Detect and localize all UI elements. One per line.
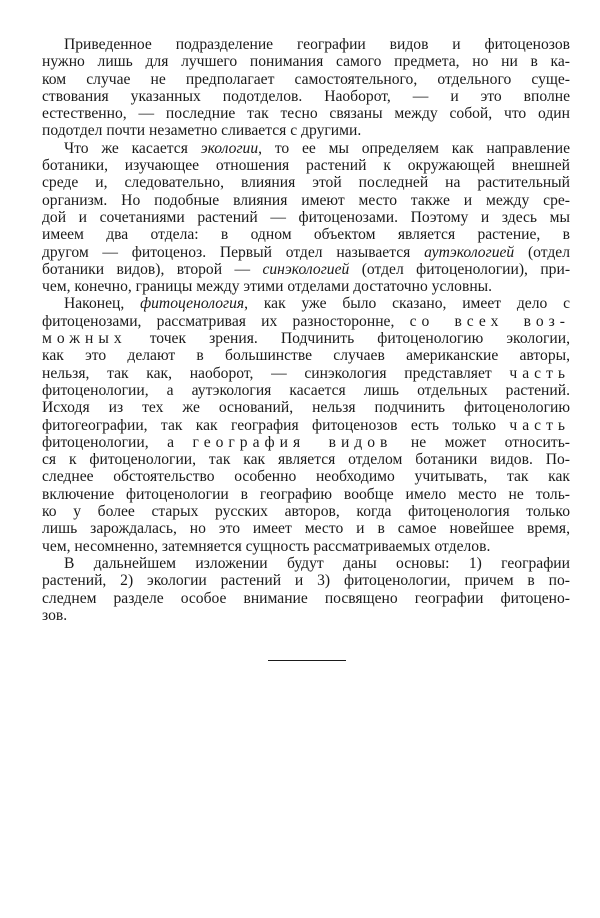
text-run: Что же касается (64, 139, 201, 157)
paragraph (42, 295, 570, 554)
text-line (42, 365, 570, 382)
text-run: дой и сочетаниями растений — фитоценозами. Поэтому и здесь мы (42, 208, 570, 226)
spaced-emphasis: можных (42, 330, 127, 348)
text-run: лишь зарождалась, но это имеет место и в самое новейшее время, (42, 520, 570, 538)
text-line (42, 520, 570, 537)
page-text (42, 36, 570, 624)
text-line (42, 209, 570, 226)
text-run: включение фитоценологии в географию вообще имело место не толь- (42, 485, 570, 503)
text-run: Приведенное подразделение географии видов и фитоценозов (64, 36, 570, 53)
text-line (42, 590, 570, 607)
text-run: подотдел почти незаметно сливается с другими. (42, 122, 362, 140)
text-line (42, 607, 570, 624)
text-run: ботаники, изучающее отношения растений к окружающей внешней (42, 157, 570, 175)
paragraph (42, 36, 570, 140)
text-run: другом — фитоценоз. Первый отдел называется (42, 243, 425, 261)
text-line (42, 555, 570, 572)
text-run: как это делают в большинстве случаев американские авторы, (42, 347, 570, 365)
text-run: фитоценозами, рассматривая их разносторонне, (42, 312, 410, 330)
text-line (42, 382, 570, 399)
text-line (42, 122, 570, 139)
text-run: ко у более старых русских авторов, когда фитоценология только (42, 503, 570, 521)
text-run: фитоценологии, а аутэкология касается лишь отдельных растений. (42, 381, 570, 399)
text-line (42, 261, 570, 278)
text-line (42, 399, 570, 416)
text-run: зов. (42, 606, 68, 624)
text-run: фитогеографии, так как география фитоценозов есть только (42, 416, 510, 434)
text-line (42, 226, 570, 243)
paragraph (42, 555, 570, 624)
text-line (42, 538, 570, 555)
text-run: среде и, следовательно, влияния этой последней на растительный (42, 174, 570, 192)
text-line (42, 88, 570, 105)
text-run: ствования указанных подотделов. Наоборот, — и это вполне (42, 87, 570, 105)
text-run: естественно, — последние так тесно связаны между собой, что один (42, 105, 570, 123)
text-line (42, 295, 570, 312)
text-line (42, 572, 570, 589)
text-run: (отдел (514, 243, 570, 261)
text-run: растений, 2) экологии растений и 3) фитоценологии, причем в по- (42, 572, 570, 590)
text-line (42, 192, 570, 209)
text-run: В дальнейшем изложении будут даны основы: 1) географии (64, 554, 570, 572)
text-line (42, 468, 570, 485)
italic-term: синэкологией (262, 260, 350, 278)
paragraph (42, 140, 570, 296)
text-line (42, 36, 570, 53)
italic-term: экологии (200, 139, 259, 157)
text-run: следнем разделе особое внимание посвящено географии фитоцено- (42, 589, 570, 607)
text-line (42, 503, 570, 520)
text-run: ся к фитоценологии, так как является отделом ботаники видов. По- (42, 451, 570, 469)
section-end-rule (268, 660, 346, 661)
text-run: ботаники видов), второй — (42, 260, 263, 278)
spaced-emphasis: география видов (192, 433, 393, 451)
text-line (42, 105, 570, 122)
text-run: (отдел фитоценологии), при- (349, 260, 571, 278)
text-run: ком случае не предполагает самостоятельного, отдельного суще- (42, 70, 570, 88)
text-line (42, 157, 570, 174)
text-run: Наконец, (64, 295, 141, 313)
text-line (42, 278, 570, 295)
text-run: Исходя из тех же оснований, нельзя подчинить фитоценологию (42, 399, 570, 417)
text-run: нужно лишь для лучшего понимания самого предмета, но ни в ка- (42, 53, 570, 71)
text-line (42, 53, 570, 70)
text-line (42, 347, 570, 364)
italic-term: фитоценология (140, 295, 245, 313)
text-run: нельзя, так как, наоборот, — синэкология представляет (42, 364, 510, 382)
text-line (42, 451, 570, 468)
text-run: , то ее мы определяем как направление (258, 139, 570, 157)
text-run: фитоценологии, а (42, 433, 193, 451)
text-run: чем, конечно, границы между этими отделами достаточно условны. (42, 278, 493, 296)
text-line (42, 434, 570, 451)
text-line (42, 313, 570, 330)
text-run: имеем два отдела: в одном объектом является растение, в (42, 226, 570, 244)
text-run: не может относить- (392, 433, 570, 451)
spaced-emphasis: часть (509, 364, 570, 382)
text-line (42, 174, 570, 191)
spaced-emphasis: со всех воз- (409, 312, 570, 330)
text-line (42, 71, 570, 88)
text-run: следнее обстоятельство особенно необходимо учитывать, так как (42, 468, 570, 486)
text-line (42, 417, 570, 434)
italic-term: аутэкологией (424, 243, 515, 261)
text-line (42, 140, 570, 157)
text-run: организм. Но подобные влияния имеют место также и между сре- (42, 191, 570, 209)
text-line (42, 244, 570, 261)
text-run: , как уже было сказано, имеет дело с (244, 295, 571, 313)
spaced-emphasis: часть (509, 416, 570, 434)
text-line (42, 486, 570, 503)
text-line (42, 330, 570, 347)
text-run: точек зрения. Подчинить фитоценологию экологии, (126, 330, 570, 348)
text-run: чем, несомненно, затемняется сущность рассматриваемых отделов. (42, 537, 491, 555)
